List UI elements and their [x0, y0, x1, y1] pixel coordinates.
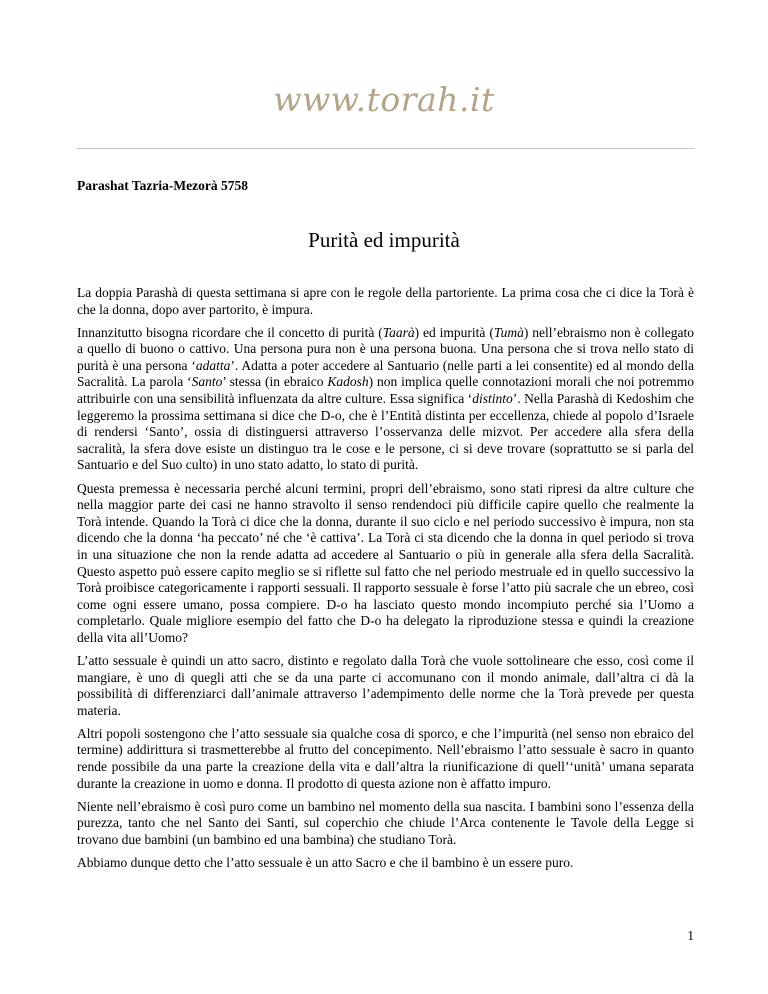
paragraph-6: Niente nell’ebraismo è così puro come un bambino nel momento della sua nascita. I bambini sono l’essenza della purezza, tanto che nel Santo dei Santi, sul coperchio che chiude l’Arca contenente le Tavole della Legge si trovano due bambini (un bambino ed una bambina) che studiano Torà. — [77, 798, 694, 847]
italic-term: adatta — [195, 357, 231, 373]
paragraph-4: L’atto sessuale è quindi un atto sacro, distinto e regolato dalla Torà che vuole sottolineare che esso, così come il mangiare, è uno di quegli atti che se da una parte ci accomunano con il mondo animale, dall’altra ci dà la possibilità di differenziarci dall’animale attraverso l’adempimento delle norme che la Torà prevede per questa materia. — [77, 652, 694, 718]
italic-term: Santo — [191, 374, 223, 390]
page-number: 1 — [687, 928, 694, 943]
italic-term: Taarà — [382, 324, 415, 340]
text-run: ’ stessa (in ebraico — [222, 374, 328, 390]
italic-term: Kadosh — [327, 374, 369, 390]
text-run: ’. Adatta a poter accedere al Santuario (nelle parti a lei consentite) ed al mondo della Sacralità. La parola ‘ — [77, 357, 694, 390]
text-run: ) ed impurità ( — [414, 324, 494, 340]
site-logo: www.torah.it — [273, 80, 495, 119]
text-run: ’. Nella Parashà di Kedoshim che leggeremo la prossima settimana si dice che D-o, che è l’Entità distinta per eccellenza, chiede al popolo d’Israele di rendersi ‘Santo’, ossia di distinguersi attraverso l’osservanza delle mizvot. Per accedere alla sfera della sacralità, la sfera dove esiste un distinguo tra le cose e le persone, ci si deve trovare (soprattutto se si parla del Santuario e del Suo culto) in uno stato adatto, lo stato di purità. — [77, 391, 694, 473]
text-run: ) non implica quelle connotazioni morali che noi potremmo attribuirle con una sensibilità influenzata da altre culture. Essa significa ‘ — [77, 374, 694, 407]
paragraph-3: Questa premessa è necessaria perché alcuni termini, propri dell’ebraismo, sono stati ripresi da altre culture che nella maggior parte dei casi ne hanno stravolto il senso rendendoci più difficile capire quello che realmente la Torà intende. Quando la Torà ci dice che la donna, durante il suo ciclo e nel periodo successivo è impura, non sta dicendo che la donna ‘ha peccato’ né che ‘è cattiva’. La Torà ci sta dicendo che la donna in quel periodo si trova in una situazione che non la rende adatta ad accedere al Santuario o più in generale alla sfera della Sacralità. Questo aspetto può essere capito meglio se si riflette sul fatto che nel periodo mestruale ed in quello successivo la Torà proibisce categoricamente i rapporti sessuali. Il rapporto sessuale è forse l’atto più sacrale che un ebreo, così come ogni essere umano, possa compiere. D-o ha lasciato questo mondo incompiuto perché sia l’Uomo a completarlo. Quale migliore esempio del fatto che D-o ha delegato la riproduzione stessa e quindi la creazione della vita all’Uomo? — [77, 480, 694, 645]
paragraph-5: Altri popoli sostengono che l’atto sessuale sia qualche cosa di sporco, e che l’impurità (nel senso non ebraico del termine) addirittura si trasmetterebbe al frutto del concepimento. Nell’ebraismo l’atto sessuale è sacro in quanto rende possibile da una parte la creazione della vita e dall’altra la riunificazione di quell’‘unità’ umana separata durante la creazione in uomo e donna. Il prodotto di questa azione non è affatto impuro. — [77, 725, 694, 791]
text-run: ) nell’ebraismo non è collegato a quello di buono o cattivo. Una persona pura non è una persona buona. Una persona che si trova nello stato di purità è una persona ‘ — [77, 324, 694, 373]
paragraph-1: La doppia Parashà di questa settimana si apre con le regole della partoriente. La prima cosa che ci dice la Torà è che la donna, dopo aver partorito, è impura. — [77, 285, 694, 317]
parasha-heading: Parashat Tazria-Mezorà 5758 — [77, 178, 248, 193]
text-run: Innanzitutto bisogna ricordare che il concetto di purità ( — [77, 324, 383, 340]
paragraph-7: Abbiamo dunque detto che l’atto sessuale è un atto Sacro e che il bambino è un essere puro. — [77, 855, 574, 870]
paragraph-2 — [77, 325, 694, 474]
italic-term: Tumà — [493, 324, 524, 340]
article-body — [77, 285, 694, 878]
italic-term: distinto — [472, 391, 513, 407]
page-title: Purità ed impurità — [308, 228, 460, 252]
header-divider — [77, 148, 694, 149]
